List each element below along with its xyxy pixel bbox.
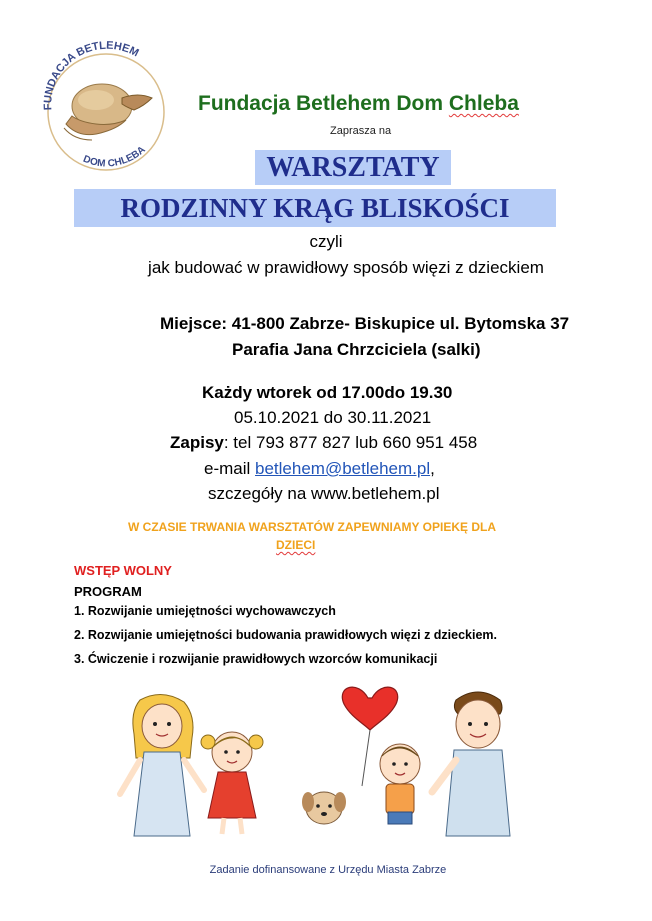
invitation-text: Zaprasza na bbox=[330, 125, 392, 137]
family-illustration bbox=[100, 668, 540, 838]
free-entry: WSTĘP WOLNY bbox=[74, 563, 172, 578]
place-parish: Parafia Jana Chrzciciela (salki) bbox=[232, 340, 481, 359]
foundation-logo bbox=[34, 28, 176, 186]
girl-figure bbox=[201, 732, 263, 834]
title-line-1: WARSZTATY bbox=[266, 152, 440, 183]
program-item: 1. Rozwijanie umiejętności wychowawczych bbox=[74, 604, 336, 618]
schedule-dates: 05.10.2021 do 30.11.2021 bbox=[234, 408, 432, 427]
email-suffix: , bbox=[430, 459, 435, 478]
schedule-weekly: Każdy wtorek od 17.00do 19.30 bbox=[202, 383, 453, 402]
mother-figure bbox=[120, 694, 204, 836]
svg-text:DOM CHLEBA bbox=[81, 144, 147, 169]
signup-phones: : tel 793 877 827 lub 660 951 458 bbox=[223, 433, 478, 452]
org-name-prefix: Fundacja Betlehem Dom bbox=[198, 92, 449, 115]
dog-figure bbox=[302, 792, 346, 824]
program-item: 3. Ćwiczenie i rozwijanie prawidłowych wzorców komunikacji bbox=[74, 652, 438, 666]
place-address: Miejsce: 41-800 Zabrze- Biskupice ul. Bytomska 37 bbox=[160, 314, 570, 333]
title-line-2: RODZINNY KRĄG BLISKOŚCI bbox=[120, 193, 510, 223]
childcare-notice-line-2: DZIECI bbox=[276, 538, 316, 552]
program-item: 2. Rozwijanie umiejętności budowania prawidłowych więzi z dzieckiem. bbox=[74, 628, 498, 642]
boy-figure bbox=[380, 744, 420, 824]
subtitle-line-1: czyli bbox=[309, 232, 343, 251]
email-prefix: e-mail bbox=[204, 459, 256, 478]
father-figure bbox=[432, 692, 510, 836]
logo-arc-top-text: FUNDACJA BETLEHEM bbox=[42, 39, 141, 111]
details-website: szczegóły na www.betlehem.pl bbox=[208, 484, 440, 503]
childcare-notice-line-1: W CZASIE TRWANIA WARSZTATÓW ZAPEWNIAMY OPIEKĘ DLA bbox=[128, 520, 496, 534]
signup-label: Zapisy bbox=[170, 433, 224, 452]
program-heading: PROGRAM bbox=[74, 584, 142, 599]
email-link[interactable]: betlehem@betlehem.pl bbox=[255, 459, 431, 478]
footer-funding-note: Zadanie dofinansowane z Urzędu Miasta Zabrze bbox=[209, 864, 447, 876]
program-list bbox=[74, 604, 497, 676]
email-line bbox=[204, 459, 435, 479]
organization-name bbox=[198, 92, 519, 116]
logo-arc-bottom-text: DOM CHLEBA bbox=[81, 144, 148, 170]
signup-info bbox=[170, 433, 477, 453]
org-name-last-word: Chleba bbox=[448, 92, 519, 115]
subtitle-line-2: jak budować w prawidłowy sposób więzi z dzieckiem bbox=[148, 258, 544, 277]
